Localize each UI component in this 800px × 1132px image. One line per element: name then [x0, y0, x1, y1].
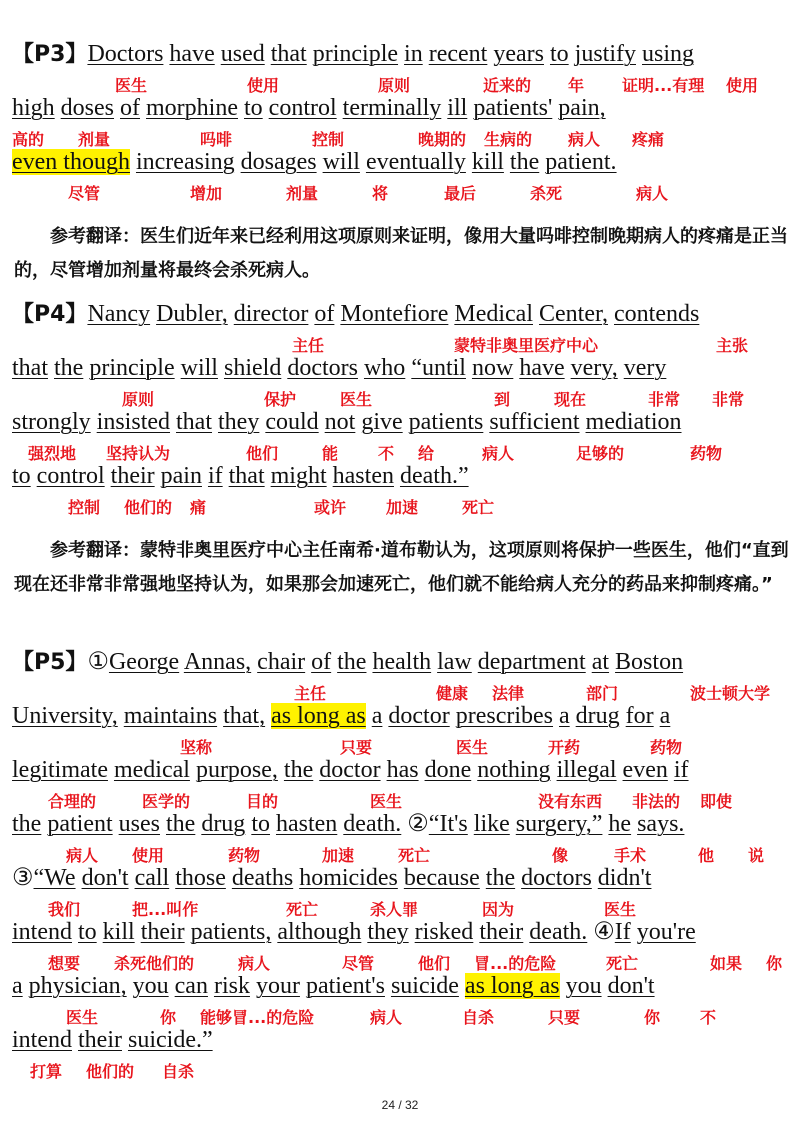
p5-gloss-2: 坚称 只要 医生 开药 药物 — [180, 738, 683, 757]
circled-number-4: ④ — [593, 919, 615, 945]
p3-line-3: even though increasing dosages will eventually kill the patient. — [12, 149, 617, 175]
p5-gloss-6: 想要 杀死他们的 病人 尽管 他们 冒...的危险 死亡 如果 你 — [48, 954, 783, 973]
p5-gloss-7: 医生 你 能够冒...的危险 病人 自杀 只要 你 不 — [66, 1008, 717, 1027]
p3-line-2: high doses of morphine to control terminally ill patients' pain, — [12, 95, 606, 121]
p4-gloss-4: 控制 他们的 痛 或许 加速 死亡 — [68, 498, 495, 517]
p5-gloss-4: 病人 使用 药物 加速 死亡 像 手术 他 说 — [66, 846, 765, 865]
p5-line-5: ③“We don't call those deaths homicides because the doctors didn't — [12, 865, 652, 891]
highlight-even-though: even though — [12, 149, 130, 175]
p5-gloss-5: 我们 把...叫作 死亡 杀人罪 因为 医生 — [48, 900, 637, 919]
paragraph-tag: 【P5】 — [12, 650, 88, 675]
circled-number-1: ① — [87, 649, 109, 675]
highlight-as-long-as: as long as — [271, 703, 366, 729]
p4-translation: 参考翻译：蒙特非奥里医疗中心主任南希·道布勒认为，这项原则将保护一些医生，他们“直到现在还非常非常强地坚持认为，如果那会加速死亡，他们就不能给病人充分的药品来抑制疼痛。” — [14, 540, 789, 595]
p4-line-4: to control their pain if that might hasten death.” — [12, 463, 469, 489]
p3-gloss-3: 尽管 增加 剂量 将 最后 杀死 病人 — [68, 184, 669, 203]
paragraph-tag: 【P3】 — [12, 42, 88, 67]
p5-gloss-3: 合理的 医学的 目的 医生 没有东西 非法的 即使 — [48, 792, 733, 811]
p5-line-1: 【P5】①George Annas, chair of the health law department at Boston — [12, 649, 684, 675]
p3-translation: 参考翻译：医生们近年来已经利用这项原则来证明，像用大量吗啡控制晚期病人的疼痛是正当的，尽管增加剂量将最终会杀死病人。 — [14, 226, 788, 281]
p5-line-7: a physician, you can risk your patient's suicide as long as you don't — [12, 973, 655, 999]
p5-gloss-8: 打算 他们的 自杀 — [30, 1062, 195, 1081]
p4-gloss-1: 主任 蒙特非奥里医疗中心 主张 — [292, 336, 749, 355]
p3-gloss-2: 高的 剂量 吗啡 控制 晚期的 生病的 病人 疼痛 — [12, 130, 665, 149]
highlight-as-long-as-2: as long as — [464, 973, 560, 999]
circled-number-2: ② — [407, 811, 429, 837]
paragraph-tag: 【P4】 — [12, 302, 88, 327]
page-number: 24 / 32 — [381, 1098, 419, 1112]
p4-line-1: 【P4】Nancy Dubler, director of Montefiore Medical Center, contends — [12, 301, 700, 327]
p4-line-3: strongly insisted that they could not give patients sufficient mediation — [12, 409, 682, 435]
p5-line-6: intend to kill their patients, although they risked their death. ④If you're — [12, 919, 696, 945]
p4-line-2: that the principle will shield doctors who “until now have very, very — [12, 355, 667, 381]
p5-gloss-1: 主任 健康 法律 部门 波士顿大学 — [294, 684, 771, 703]
p5-line-8: intend their suicide.” — [12, 1027, 213, 1053]
p5-line-4: the patient uses the drug to hasten death. ②“It's like surgery,” he says. — [12, 811, 685, 837]
p4-gloss-3: 强烈地 坚持认为 他们 能 不 给 病人 足够的 药物 — [28, 444, 723, 463]
p3-line-1: 【P3】Doctors have used that principle in recent years to justify using — [12, 41, 695, 67]
p3-gloss-1: 医生 使用 原则 近来的 年 证明...有理 使用 — [115, 76, 759, 95]
p5-line-3: legitimate medical purpose, the doctor has done nothing illegal even if — [12, 757, 689, 783]
p4-gloss-2: 原则 保护 医生 到 现在 非常 非常 — [122, 390, 745, 409]
circled-number-3: ③ — [12, 865, 34, 891]
p5-line-2: University, maintains that, as long as a doctor prescribes a drug for a — [12, 703, 671, 729]
